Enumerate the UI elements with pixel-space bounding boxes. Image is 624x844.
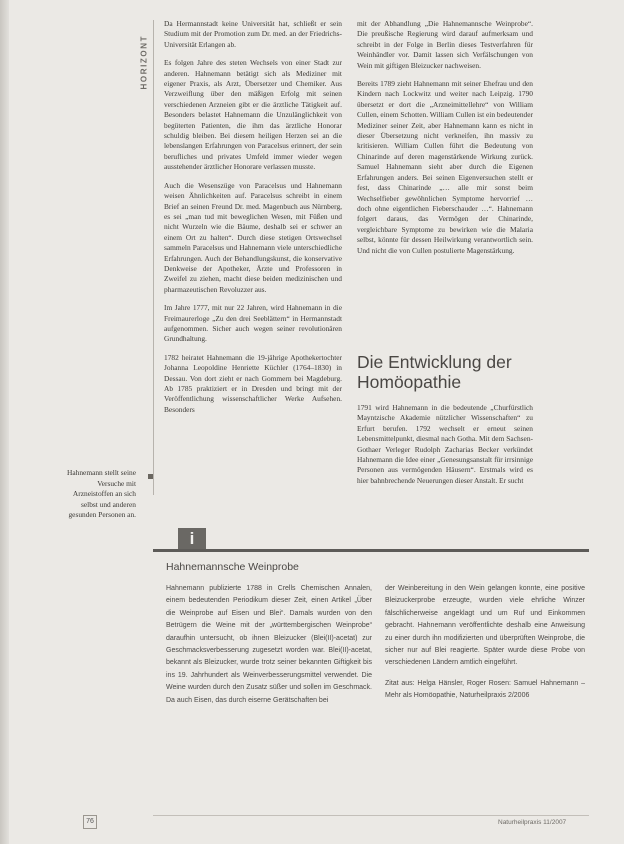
paragraph: mit der Abhandlung „Die Hahnemannsche Weinprobe“. Die preußische Regierung wird darauf aufmerksam und schreibt in der Folge in Berlin dieses Testverfahren für Weinhändler vor. Damit lassen sich Verfälschungen von Wein mit giftigen Bleizucker nachweisen. (357, 19, 533, 70)
page-binding-edge (0, 0, 9, 844)
sidenote: Hahnemann stellt seine Versuche mit Arzneistoffen an sich selbst und anderen gesunden Personen an. (67, 468, 136, 519)
paragraph: der Weinbereitung in den Wein gelangen konnte, eine positive Bleizuckerprobe erzeugte, wurden viele ehrliche Winzer fälschlicherweise angeklagt und um Ruf und Einkommen gebracht. Hahnemann veröffentlichte deshalb eine Anweisung zu einer durch ihn modifizierten und überprüften Weinprobe, die sicher nur auf Blei reagierte. Später wurde diese Probe von verschiedenen Ländern amtlich eingeführt. (385, 585, 585, 667)
footer-publication: Naturheilpraxis 11/2007 (498, 819, 567, 826)
paragraph: Auch die Wesenszüge von Paracelsus und Hahnemann weisen Ähnlichkeiten auf. Paracelsus schreibt in einem Brief an seinen Freund Dr. med. Magenbuch aus Nürnberg, es sei „man tud mit beweglichen Wesen, mit Füßen und nicht Wurzeln wie die Bäume, deshalb sei er schwer an einem Ort zu halten“. Durch diese stetigen Ortswechsel sammeln Paracelsus und Hahnemann viele unterschiedliche Erfahrungen. Auch der Behandlungskunst, die konservative Denkweise der Apotheker, Ärzte und Professoren in Zweifel zu ziehen, macht diese beiden medizinischen und pharmazeutischen Revoluzzer aus. (164, 180, 342, 294)
paragraph: Hahnemann publizierte 1788 in Crells Chemischen Annalen, einem bedeutenden Periodikum dieser Zeit, einen Artikel „Über die Weinprobe auf Eisen und Blei“. Damals wurden von den Betrügern die Weine mit der „württembergischen Weinprobe“ daraufhin untersucht, ob ihnen Bleizucker (Blei(II)-acetat) zur Geschmacksverbesserung zugesetzt worden war. Blei(II)-acetat, bekannt als Bleizucker, wurde trotz seiner bekannten Giftigkeit bis ins 19. Jahrhundert als Weinverbesserungsmittel verwendet. Die Weine wurden durch den Zusatz süßer und sollen im Geschmack. Da auch Eisen, das durch eiserne Gerätschaften bei (166, 585, 372, 704)
info-icon: i (178, 528, 206, 550)
paragraph: Da Hermannstadt keine Universität hat, schließt er sein Studium mit der Promotion zum Dr. med. an der Friedrichs-Universität Erlangen ab. (164, 19, 342, 49)
paragraph: 1791 wird Hahnemann in die bedeutende „Churfürstlich Mayntzische Akademie nützlicher Wissenschaften“ zu Erfurt berufen. 1792 wechselt er erneut seinen Lebensmittelpunkt, diesmal nach Gotha. Mit dem Sachsen-Gothaer Verleger Rudolph Zacharias Becker verkündet Hahnemann die Idee einer „Genesungsanstalt für irrsinnige Personen aus vermögenden Häusern“. Erstmals wird es hier bahnbrechende Neuerungen dieser Anstalt. Er sucht (357, 403, 533, 485)
section-tab-label: HORIZONT (139, 34, 149, 90)
paragraph: Bereits 1789 zieht Hahnemann mit seiner Ehefrau und den Kindern nach Lockwitz und weiter nach Leipzig. 1790 übersetzt er dort die „Arzneimittellehre“ von William Cullen, einem Schotten. William Cullen ist ein bedeutender Mediziner seiner Zeit, aber Hahnemann kann es nicht in dieser Übersetzung nicht verkneifen, ihn massiv zu kritisieren. William Cullen führt die Bedeutung von Chinarinde auf deren magenstärkende Wirkung zurück. Samuel Hahnemann sieht aber durch die Eigenen Erfahrungen anders. Bei seinen Eigenversuchen stellt er fest, dass Chinarinde „… alle mir sonst beim Wechselfieber gewöhnlichen Symptome hervorrief … doch ohne eigentlichen Fieberschauder …“. Hahnemann folgert daraus, das Vermögen der Chinarinde, vergleichbare Symptome zu bewirken wie die Malaria selbst, könnte für dessen Heilwirkung verantwortlich sein. Und nicht die von Cullen postulierte Magenstärkung. (357, 79, 533, 255)
bottom-rule (153, 815, 589, 816)
article-column-2-continued (357, 403, 533, 494)
section-tab (137, 22, 151, 92)
paragraph: Im Jahre 1777, mit nur 22 Jahren, wird Hahnemann in die Freimaurerloge „Zu den drei Seeblättern“ in Hermannstadt aufgenommen. Sicher auch wegen seiner revolutionären Grundhaltung. (164, 303, 342, 344)
article-column-1 (164, 19, 342, 423)
sidenote-marker (148, 474, 153, 479)
paragraph: Es folgen Jahre des steten Wechsels von einer Stadt zur anderen. Hahnemann betätigt sich als Mediziner mit eigener Praxis, als Arzt, Übersetzer und Chemiker. Aus Verzweiflung über den mäßigen Erfolg mit seinen verschiedenen Arzneien gibt er die ärztliche Tätigkeit auf. Besonders belastet Hahnemann die Unzulänglichkeit von begüterten Patienten, die ihm das ärztliche Honorar schuldig bleiben. Bei diesem heiligen Herzen sei an die lebenslangen Erfahrungen von Paracelsus erinnert, der sein berufliches und privates Umfeld immer wieder wegen ausstehender ärztlicher Honorare verlassen musste. (164, 58, 342, 172)
article-column-2 (357, 19, 533, 264)
section-heading: Die Entwicklung der Homöopathie (357, 352, 512, 392)
page-number: 76 (83, 815, 97, 829)
infobox-top-rule (153, 549, 589, 552)
infobox-title: Hahnemannsche Weinprobe (166, 561, 299, 573)
column-divider (153, 20, 154, 495)
paragraph: 1782 heiratet Hahnemann die 19-jährige Apothekertochter Johanna Leopoldine Henriette Küchler (1764–1830) in Dessau. Von dort zieht er nach Gommern bei Magdeburg. Ab 1785 praktiziert er in Dresden und bringt mit der Veröffentlichung wissenschaftlicher Werke Aufsehen. Besonders (164, 352, 342, 414)
infobox-column-1 (166, 583, 372, 813)
infobox-column-2 (385, 583, 585, 711)
citation: Zitat aus: Helga Hänsler, Roger Rosen: Samuel Hahnemann – Mehr als Homöopathie, Naturheilpraxis 2/2006 (385, 679, 585, 700)
